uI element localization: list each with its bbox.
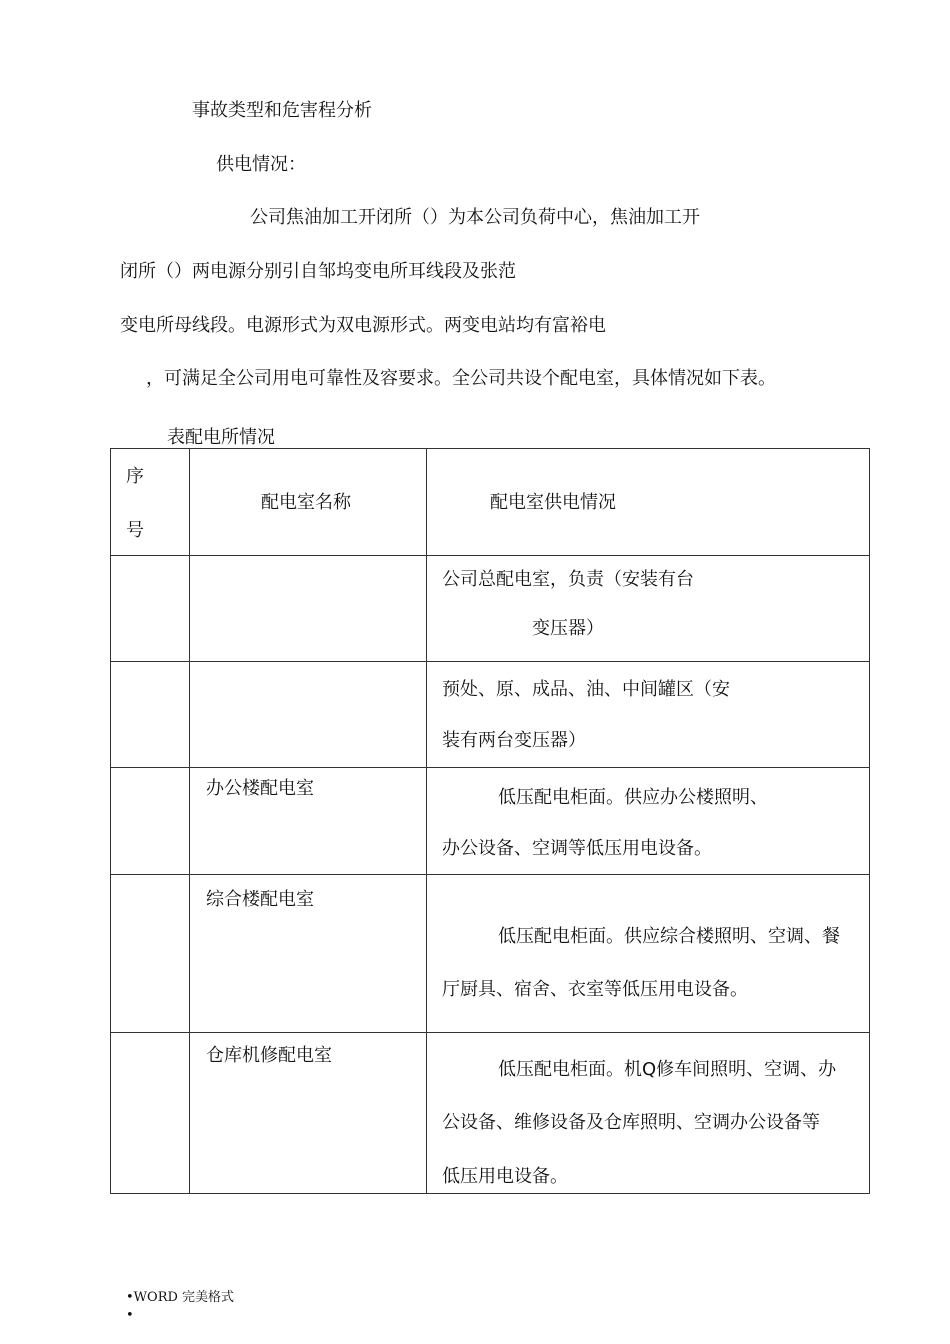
paragraph-line-3: 变电所母线段。电源形式为双电源形式。两变电站均有富裕电 [120, 315, 606, 336]
header-name: 配电室名称 [261, 492, 351, 513]
header-name-cell [190, 449, 427, 556]
row2-supply-line2: 装有两台变压器） [442, 730, 586, 751]
header-seq-line1: 序 [126, 466, 144, 487]
row5-supply-line3: 低压用电设备。 [442, 1166, 568, 1187]
row3-name-cell [190, 768, 427, 875]
header-seq-line2: 号 [126, 520, 144, 541]
row1-name-cell [190, 556, 427, 662]
paragraph-line-2: 闭所（）两电源分别引自邹坞变电所耳线段及张范 [120, 261, 516, 282]
row4-supply-line2: 厅厨具、宿舍、衣室等低压用电设备。 [442, 979, 748, 1000]
distribution-room-table [110, 448, 870, 1194]
row4-supply-line1: 低压配电柜面。供应综合楼照明、空调、餐 [498, 926, 840, 947]
row4-name-cell [190, 875, 427, 1033]
row3-supply-line1: 低压配电柜面。供应办公楼照明、 [498, 787, 768, 808]
row5-seq-cell [111, 1033, 190, 1194]
row5-supply-line1: 低压配电柜面。机Q修车间照明、空调、办 [498, 1059, 837, 1080]
table-header-row [111, 449, 870, 556]
row5-supply-line2: 公设备、维修设备及仓库照明、空调办公设备等 [442, 1112, 820, 1133]
row5-name: 仓库机修配电室 [206, 1045, 332, 1066]
row2-supply-line1: 预处、原、成品、油、中间罐区（安 [442, 679, 730, 700]
header-supply: 配电室供电情况 [490, 492, 616, 513]
row3-name: 办公楼配电室 [206, 778, 314, 799]
row4-name: 综合楼配电室 [206, 889, 314, 910]
row4-seq-cell [111, 875, 190, 1033]
table-caption: 表配电所情况 [167, 427, 275, 448]
row3-supply-line2: 办公设备、空调等低压用电设备。 [442, 838, 712, 859]
paragraph-line-1: 公司焦油加工开闭所（）为本公司负荷中心，焦油加工开 [250, 207, 700, 228]
header-seq-cell [111, 449, 190, 556]
footer-bullet-2: • [126, 1308, 134, 1323]
paragraph-line-4: ，可满足全公司用电可靠性及容要求。全公司共设个配电室，具体情况如下表。 [146, 368, 776, 389]
row1-seq-cell [111, 556, 190, 662]
row3-supply-cell [427, 768, 870, 875]
table-row [111, 768, 870, 875]
row4-supply-cell [427, 875, 870, 1033]
row3-seq-cell [111, 768, 190, 875]
document-subheading: 供电情况： [216, 154, 306, 175]
row5-supply-cell [427, 1033, 870, 1194]
row1-supply-cell [427, 556, 870, 662]
header-supply-cell [427, 449, 870, 556]
row2-name-cell [190, 662, 427, 768]
table-row [111, 875, 870, 1033]
row1-supply-line1: 公司总配电室，负责（安装有台 [442, 569, 694, 590]
document-heading: 事故类型和危害程分析 [192, 100, 372, 121]
footer-bullet-1: •WORD 完美格式 [126, 1290, 235, 1305]
row2-seq-cell [111, 662, 190, 768]
table-row [111, 1033, 870, 1194]
row1-supply-line2: 变压器） [532, 618, 604, 639]
row2-supply-cell [427, 662, 870, 768]
table-row [111, 556, 870, 662]
table-row [111, 662, 870, 768]
row5-name-cell [190, 1033, 427, 1194]
